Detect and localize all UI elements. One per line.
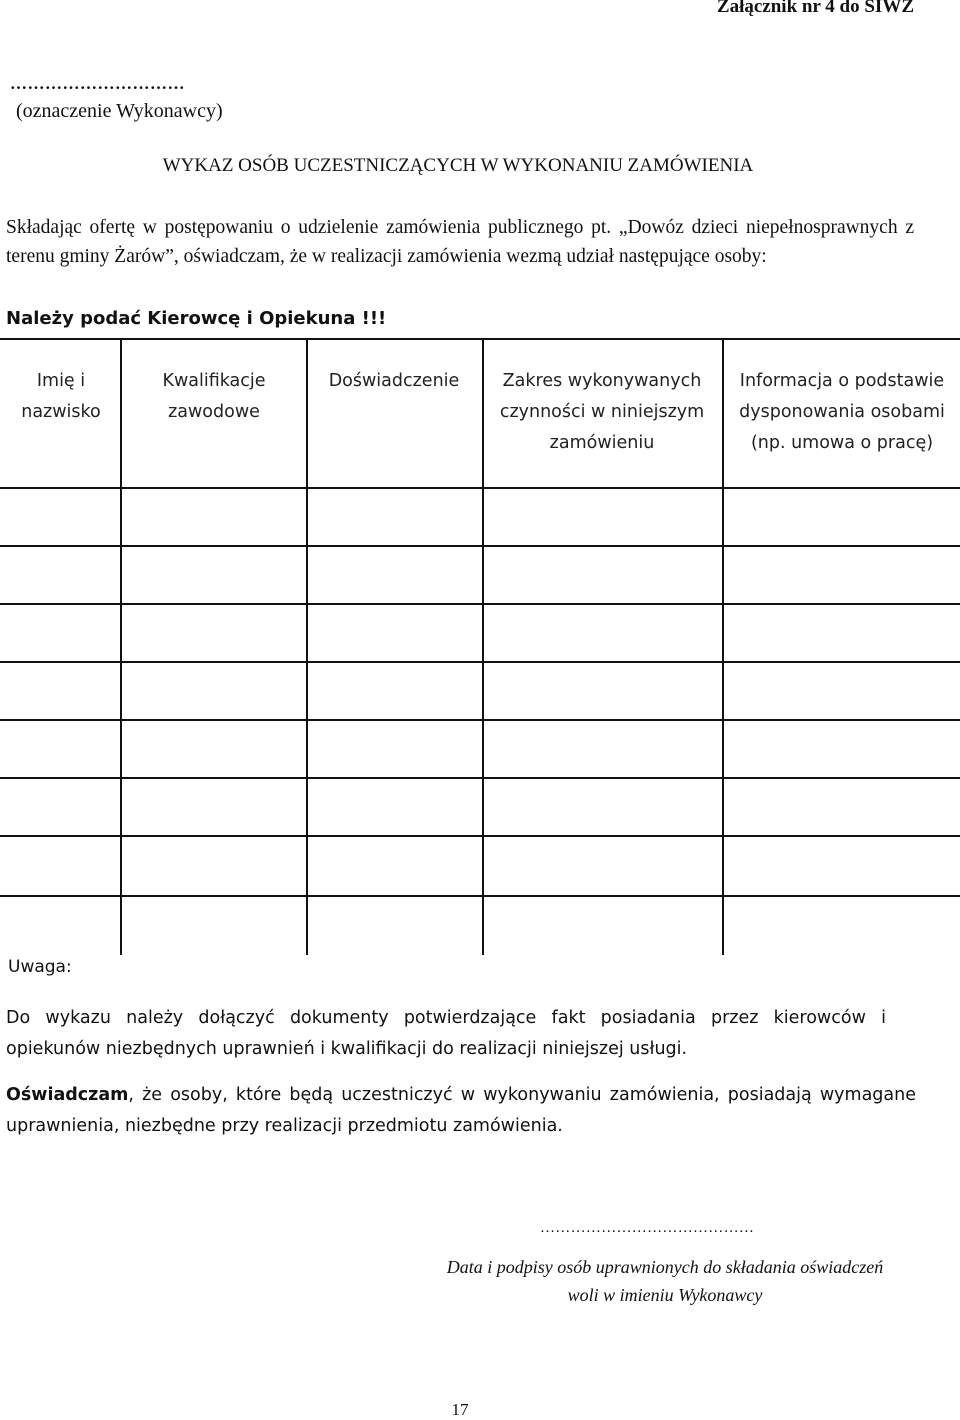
table-header-divider bbox=[0, 487, 960, 489]
note-text: Do wykazu należy dołączyć dokumenty potwierdzające fakt posiadania przez kierowców i opiekunów niezbędnych uprawnień i kwalifikacji do realizacji niniejszej usługi. bbox=[6, 1008, 886, 1059]
column-divider bbox=[120, 338, 122, 955]
signature-dots: …………………………………… bbox=[540, 1220, 755, 1236]
intro-text-1: Składając ofertę w postępowaniu o udzielenie zamówienia publicznego pt. bbox=[6, 217, 619, 238]
note-label: Uwaga: bbox=[8, 957, 72, 977]
page-number: 17 bbox=[451, 1400, 469, 1419]
row-divider bbox=[0, 545, 960, 547]
attachment-label: Załącznik nr 4 do SIWZ bbox=[716, 0, 914, 17]
intro-paragraph bbox=[6, 214, 914, 271]
column-divider bbox=[306, 338, 308, 955]
header-experience: Doświadczenie bbox=[328, 371, 460, 391]
document-title: WYKAZ OSÓB UCZESTNICZĄCYCH W WYKONANIU ZAMÓWIENIA bbox=[162, 155, 754, 176]
header-basis: Informacja o podstawie dysponowania osobami (np. umowa o pracę) bbox=[739, 371, 945, 453]
column-divider bbox=[722, 338, 724, 955]
declaration-paragraph bbox=[6, 1080, 916, 1142]
row-divider bbox=[0, 777, 960, 779]
column-divider bbox=[482, 338, 484, 955]
persons-table bbox=[0, 338, 960, 954]
contractor-dots: ………………………… bbox=[10, 74, 185, 93]
row-divider bbox=[0, 661, 960, 663]
row-divider bbox=[0, 835, 960, 837]
row-divider bbox=[0, 895, 960, 897]
signature-caption: Data i podpisy osób uprawnionych do składania oświadczeń woli w imieniu Wykonawcy bbox=[446, 1257, 884, 1305]
declaration-text: , że osoby, które będą uczestniczyć w wykonywaniu zamówienia, posiadają wymagane uprawnienia, niezbędne przy realizacji przedmiotu zamówienia. bbox=[6, 1085, 916, 1136]
header-name: Imię i nazwisko bbox=[21, 371, 101, 422]
intro-text-2: , oświadczam, że w realizacji zamówienia wezmą udział następujące osoby: bbox=[173, 245, 767, 267]
contractor-label: (oznaczenie Wykonawcy) bbox=[16, 100, 223, 122]
header-qualifications: Kwalifikacje zawodowe bbox=[162, 371, 266, 422]
declaration-bold: Oświadczam bbox=[6, 1085, 129, 1105]
requirement-note: Należy podać Kierowcę i Opiekuna !!! bbox=[6, 308, 387, 329]
row-divider bbox=[0, 603, 960, 605]
table-border-top bbox=[0, 338, 960, 340]
row-divider bbox=[0, 719, 960, 721]
header-scope: Zakres wykonywanych czynności w niniejszym zamówieniu bbox=[499, 371, 705, 453]
intro-quote: „Dowóz dzieci niepełnosprawnych z terenu gminy Żarów” bbox=[6, 217, 914, 267]
